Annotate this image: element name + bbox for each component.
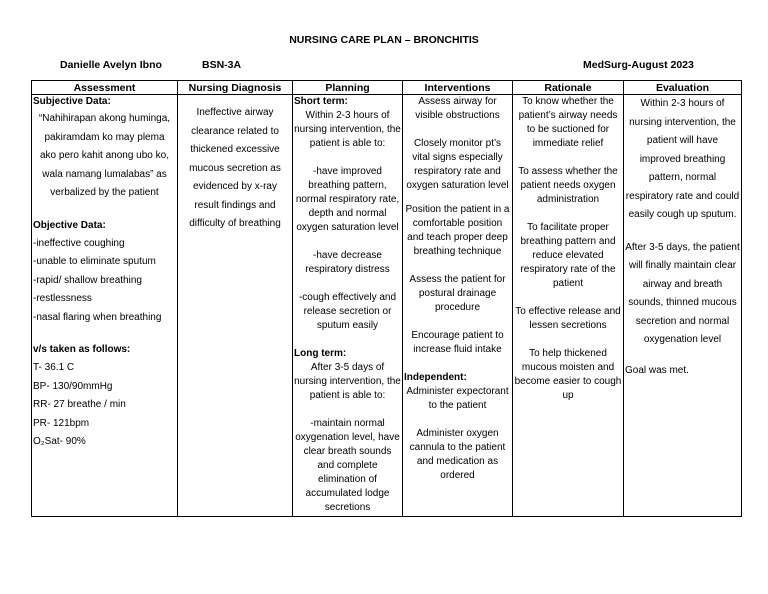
vitals-list bbox=[33, 359, 176, 452]
objective-item: -ineffective coughing bbox=[33, 237, 125, 249]
rationale-item: To facilitate proper breathing pattern and reduce elevated respiratory rate of the patient bbox=[520, 222, 616, 289]
vital-pulse-rate: PR- 121bpm bbox=[33, 417, 90, 429]
evaluation-result: Goal was met. bbox=[625, 364, 689, 376]
evaluation-short-term: Within 2-3 hours of nursing intervention, the patient will have improved breathing pattern, normal respiratory rate and could easily cough up sputum. bbox=[625, 98, 740, 220]
diagnosis-line: mucous secretion as bbox=[189, 162, 281, 174]
subjective-line: verbalized by the patient bbox=[50, 187, 159, 198]
diagnosis-line: thickened excessive bbox=[190, 144, 280, 155]
diagnosis-line: Ineffective airway bbox=[196, 107, 274, 118]
rationale-item: To effective release and lessen secretions bbox=[515, 306, 621, 331]
objective-list bbox=[33, 235, 176, 328]
long-term-goal: -maintain normal oxygenation level, have clear breath sounds and complete elimination of accumulated lodge secretions bbox=[295, 418, 400, 513]
intervention-item: Closely monitor pt’s vital signs especially respiratory rate and oxygen saturation level bbox=[406, 138, 509, 191]
column-header-rationale: Rationale bbox=[513, 81, 624, 95]
independent-item: Administer expectorant to the patient bbox=[406, 386, 509, 411]
diagnosis-cell bbox=[178, 95, 293, 517]
student-section: BSN-3A bbox=[202, 59, 242, 71]
diagnosis-line: clearance related to bbox=[191, 125, 279, 137]
column-header-evaluation: Evaluation bbox=[624, 81, 742, 95]
column-header-diagnosis: Nursing Diagnosis bbox=[178, 81, 293, 95]
subjective-line: pakiramdam ko may plema bbox=[44, 131, 165, 143]
subjective-line: wala namang lumalabas” as bbox=[42, 168, 167, 180]
interventions-cell bbox=[403, 95, 513, 517]
vital-blood-pressure: BP- 130/90mmHg bbox=[33, 380, 113, 392]
subjective-quote bbox=[33, 110, 176, 203]
intervention-item: Assess airway for visible obstructions bbox=[415, 96, 500, 121]
subjective-line: ako pero kahit anong ubo ko, bbox=[40, 150, 169, 161]
document-title: NURSING CARE PLAN – BRONCHITIS bbox=[289, 34, 479, 46]
short-term-goal: -have decrease respiratory distress bbox=[305, 250, 390, 275]
short-term-goal: -have improved breathing pattern, normal respiratory rate, depth and normal oxygen saturation level bbox=[295, 166, 400, 233]
care-plan-table bbox=[31, 80, 742, 517]
column-header-planning: Planning bbox=[293, 81, 403, 95]
objective-item: -restlessness bbox=[33, 293, 92, 304]
student-name: Danielle Avelyn Ibno bbox=[60, 59, 162, 71]
vitals-heading: v/s taken as follows: bbox=[33, 344, 131, 355]
column-header-assessment: Assessment bbox=[32, 81, 178, 95]
diagnosis-line: evidenced by x-ray bbox=[193, 181, 277, 192]
rationale-cell bbox=[513, 95, 624, 517]
short-term-intro: Within 2-3 hours of nursing intervention, the patient is able to: bbox=[294, 110, 401, 149]
objective-heading: Objective Data: bbox=[33, 219, 106, 231]
vital-temperature: T- 36.1 C bbox=[33, 362, 75, 373]
short-term-goal: -cough effectively and release secretion or sputum easily bbox=[298, 292, 397, 331]
intervention-item: Position the patient in a comfortable position and teach proper deep breathing technique bbox=[405, 204, 510, 257]
intervention-item: Encourage patient to increase fluid intake bbox=[411, 330, 504, 355]
table-header-row bbox=[32, 81, 742, 95]
long-term-intro: After 3-5 days of nursing intervention, the patient is able to: bbox=[294, 362, 401, 401]
table-row bbox=[32, 95, 742, 517]
vital-oxygen-saturation: O₂Sat- 90% bbox=[33, 436, 86, 447]
evaluation-long-term: After 3-5 days, the patient will finally maintain clear airway and breath sounds, thinned mucous secretion and normal oxygenation level bbox=[625, 241, 740, 345]
independent-item: Administer oxygen cannula to the patient and medication as ordered bbox=[409, 428, 506, 481]
objective-item: -nasal flaring when breathing bbox=[33, 311, 162, 323]
long-term-heading: Long term: bbox=[294, 348, 347, 359]
diagnosis-line: result findings and bbox=[194, 199, 276, 211]
course-date: MedSurg-August 2023 bbox=[583, 59, 694, 71]
evaluation-cell bbox=[624, 95, 742, 517]
subjective-heading: Subjective Data: bbox=[33, 96, 111, 107]
planning-cell bbox=[293, 95, 403, 517]
objective-item: -unable to eliminate sputum bbox=[33, 256, 156, 267]
assessment-cell bbox=[32, 95, 178, 517]
column-header-interventions: Interventions bbox=[403, 81, 513, 95]
independent-heading: Independent: bbox=[404, 372, 467, 383]
rationale-item: To assess whether the patient needs oxygen administration bbox=[518, 166, 618, 205]
rationale-item: To help thickened mucous moisten and become easier to cough up bbox=[514, 348, 622, 401]
objective-item: -rapid/ shallow breathing bbox=[33, 274, 142, 286]
rationale-item: To know whether the patient’s airway needs to be suctioned for immediate relief bbox=[518, 96, 618, 149]
short-term-heading: Short term: bbox=[294, 96, 348, 107]
subjective-line: “Nahihirapan akong huminga, bbox=[38, 113, 171, 124]
intervention-item: Assess the patient for postural drainage procedure bbox=[409, 274, 506, 313]
vital-respiratory-rate: RR- 27 breathe / min bbox=[33, 399, 126, 410]
diagnosis-line: difficulty of breathing bbox=[189, 218, 281, 229]
